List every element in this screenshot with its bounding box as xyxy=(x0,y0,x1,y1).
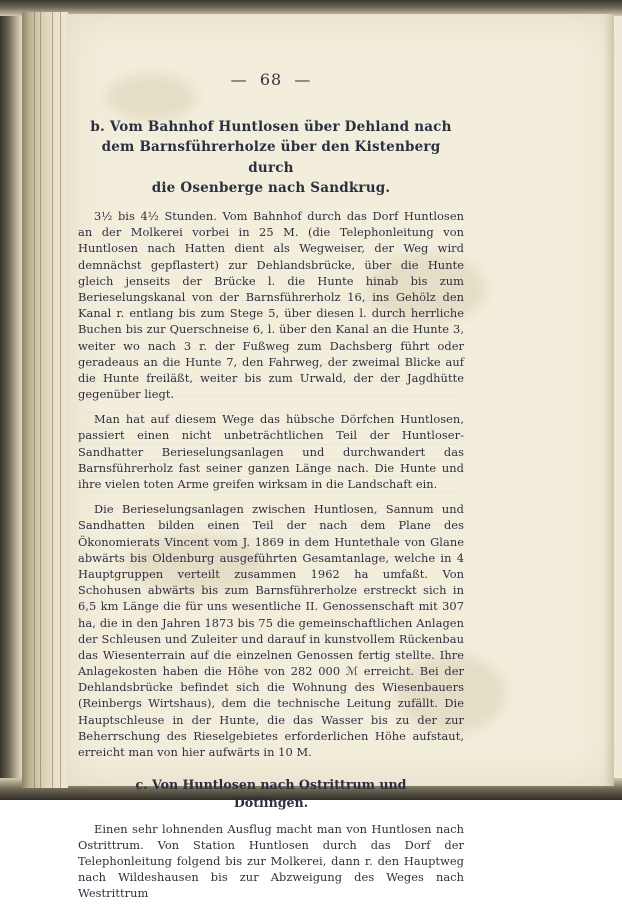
page-text-block xyxy=(78,70,464,904)
paragraph-route-description: 3½ bis 4½ Stunden. Vom Bahnhof durch das Dorf Huntlosen an der Molkerei vorbei in 25 M. (die Telephonleitung von Huntlosen nach Hatten dient als Wegweiser, der Weg wird demnächst gepflastert) zur Dehlandsbrücke, über die Hunte gleich jenseits der Brücke l. die Hunte hinab bis zum Berieselungskanal von der Barnsführerholz 16, ins Gehölz den Kanal r. entlang bis zum Stege 5, über diesen l. durch herrliche Buchen bis zur Querschneise 6, l. über den Kanal an die Hunte 3, weiter wo nach 3 r. der Fußweg zum Dachsberg führt oder geradeaus an die Hunte 7, den Fahrweg, der zweimal Blicke auf die Hunte freiläßt, weiter bis zum Urwald, der der Jagdhütte gegenüber liegt. xyxy=(78,209,464,402)
section-c-heading-line-2: Dötlingen. xyxy=(233,795,309,811)
section-b-heading-line-2: dem Barnsführerholze über den Kistenberg durch xyxy=(101,139,441,176)
gutter-crease-line xyxy=(52,12,53,788)
scan-edge-left xyxy=(0,0,22,800)
paragraph-excursion-ostrittrum: Einen sehr lohnenden Ausflug macht man von Huntlosen nach Ostrittrum. Von Station Huntlosen durch das Dorf der Telephonleitung folgend bis zur Molkerei, dann r. den Hauptweg nach Wildeshausen bis zur Abzweigung des Weges nach Westrittrum xyxy=(78,821,464,901)
section-c-heading-line-1: c. Von Huntlosen nach Ostrittrum und xyxy=(135,777,407,793)
section-b-heading xyxy=(78,117,464,198)
section-c-heading xyxy=(78,776,464,813)
gutter-crease-line xyxy=(34,12,35,788)
paragraph-landscape-note: Man hat auf diesem Wege das hübsche Dörfchen Huntlosen, passiert einen nicht unbeträchtlichen Teil der Huntloser-Sandhatter Berieselungsanlagen und durchwandert das Barnsführerholz fast seiner ganzen Länge nach. Die Hunte und ihre vielen toten Arme greifen wirksam in die Landschaft ein. xyxy=(78,412,464,491)
section-b-heading-line-1: b. Vom Bahnhof Huntlosen über Dehland nach xyxy=(90,119,452,135)
book-gutter xyxy=(22,12,68,788)
paragraph-irrigation-works: Die Berieselungsanlagen zwischen Huntlosen, Sannum und Sandhatten bilden einen Teil der nach dem Plane des Ökonomierats Vincent vom J. 1869 in dem Huntethale von Glane abwärts bis Oldenburg ausgeführten Gesamtanlage, welche in 4 Hauptgruppen verteilt zusammen 1962 ha umfaßt. Von Schohusen abwärts bis zum Barnsführerholze erstreckt sich in 6,5 km Länge die für uns wesentliche II. Genossenschaft mit 307 ha, die in den Jahren 1873 bis 75 die gemeinschaftlichen Anlagen der Schleusen und Zuleiter und darauf in kunstvollem Rückenbau das Wiesenterrain auf die einzelnen Genossen fertig stellte. Ihre Anlagekosten haben die Höhe von 282 000 ℳ erreicht. Bei der Dehlandsbrücke befindet sich die Wohnung des Wiesenbauers (Reinbergs Wirtshaus), dem die technische Leitung zufällt. Die Hauptschleuse in der Hunte, die das Wasser bis zu der zur Beherrschung des Rieselgebietes erforderlichen Höhe aufstaut, erreicht man von hier aufwärts in 10 M. xyxy=(78,502,464,759)
gutter-crease-line xyxy=(60,12,61,788)
page-number: — 68 — xyxy=(230,70,312,89)
gutter-crease-line xyxy=(40,12,41,788)
section-b-heading-line-3: die Osenberge nach Sandkrug. xyxy=(151,179,391,196)
